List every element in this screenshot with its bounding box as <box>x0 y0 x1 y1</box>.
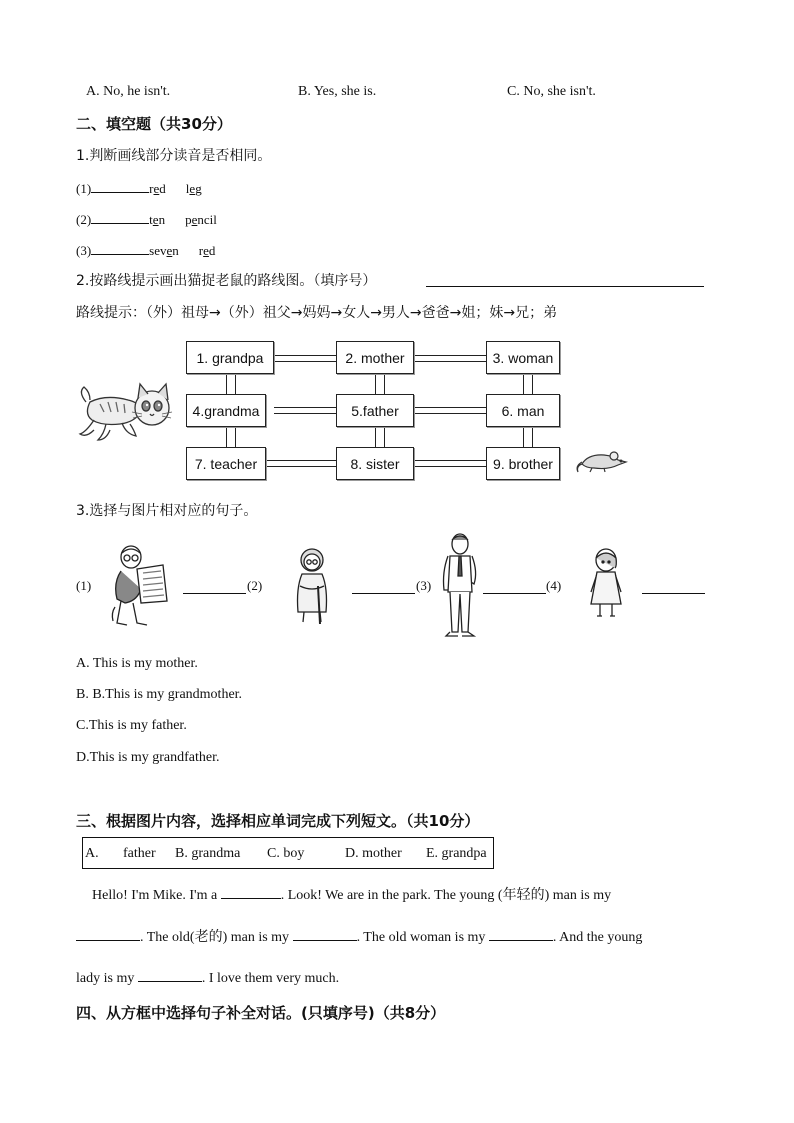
q3-option-c: C.This is my father. <box>76 718 187 733</box>
q2-instruction: 2.按路线提示画出猫捉老鼠的路线图。（填序号） <box>76 273 377 289</box>
word-bank-grandma: B. grandma <box>175 846 241 861</box>
passage-line-3: lady is my . I love them very much. <box>76 967 339 987</box>
q3-instruction: 3.选择与图片相对应的句子。 <box>76 503 258 519</box>
q3-answer-blank-3[interactable] <box>483 593 546 594</box>
mother-illustration <box>587 548 625 620</box>
word-bank-grandpa: E. grandpa <box>426 846 487 861</box>
passage-blank-5[interactable] <box>138 967 202 982</box>
word-bank-a: A. <box>85 846 99 861</box>
q3-option-b: B. B.This is my grandmother. <box>76 687 243 702</box>
q2-answer-blank[interactable] <box>426 286 704 287</box>
grandfather-reading-illustration <box>107 543 173 629</box>
answer-blank[interactable] <box>91 240 149 255</box>
grandmother-cane-illustration <box>290 546 336 626</box>
word-bank-mother: D. mother <box>345 846 402 861</box>
grid-box-grandpa: 1. grandpa <box>186 341 274 374</box>
section2-title: 二、填空题（共30分） <box>76 115 232 133</box>
q3-answer-blank-4[interactable] <box>642 593 705 594</box>
q3-num-1: (1) <box>76 578 92 593</box>
word-bank-box <box>82 837 494 869</box>
grid-box-grandma: 4.grandma <box>186 394 266 427</box>
grid-box-man: 6. man <box>486 394 560 427</box>
passage-blank-3[interactable] <box>293 926 357 941</box>
q1-item-1: (1) red leg <box>76 178 202 197</box>
grid-box-father: 5.father <box>336 394 414 427</box>
q3-num-4: (4) <box>546 578 562 593</box>
word-bank-father: father <box>123 846 156 861</box>
section4-title: 四、从方框中选择句子补全对话。(只填序号)（共8分） <box>76 1004 446 1022</box>
q2-route-hint: 路线提示：（外）祖母→（外）祖父→妈妈→女人→男人→爸爸→姐；妹→兄；弟 <box>76 305 558 321</box>
word-bank-boy: C. boy <box>267 846 305 861</box>
grid-box-teacher: 7. teacher <box>186 447 266 480</box>
q1-item-3: (3) seven red <box>76 240 215 259</box>
father-suit-illustration <box>440 532 482 640</box>
answer-blank[interactable] <box>91 209 149 224</box>
grid-box-brother: 9. brother <box>486 447 560 480</box>
option-b: B. Yes, she is. <box>298 84 377 99</box>
passage-blank-2[interactable] <box>76 926 140 941</box>
answer-blank[interactable] <box>91 178 149 193</box>
q1-instruction: 1.判断画线部分读音是否相同。 <box>76 148 272 164</box>
q3-answer-blank-2[interactable] <box>352 593 415 594</box>
grid-box-mother: 2. mother <box>336 341 414 374</box>
q1-item-2: (2) ten pencil <box>76 209 217 228</box>
cat-illustration <box>76 382 176 444</box>
passage-blank-1[interactable] <box>221 884 281 899</box>
q3-option-d: D.This is my grandfather. <box>76 750 220 765</box>
q3-answer-blank-1[interactable] <box>183 593 246 594</box>
q3-num-2: (2) <box>247 578 263 593</box>
grid-box-sister: 8. sister <box>336 447 414 480</box>
q3-num-3: (3) <box>416 578 432 593</box>
passage-line-1: Hello! I'm Mike. I'm a . Look! We are in the park. The young (年轻的) man is my <box>92 884 611 904</box>
passage-blank-4[interactable] <box>489 926 553 941</box>
section3-title: 三、根据图片内容，选择相应单词完成下列短文。（共10分） <box>76 812 480 830</box>
mouse-illustration <box>574 446 632 474</box>
q3-option-a: A. This is my mother. <box>76 656 198 671</box>
option-c: C. No, she isn't. <box>507 84 596 99</box>
passage-line-2: . The old(老的) man is my . The old woman is my . And the young <box>76 926 642 946</box>
option-a: A. No, he isn't. <box>86 84 171 99</box>
grid-box-woman: 3. woman <box>486 341 560 374</box>
